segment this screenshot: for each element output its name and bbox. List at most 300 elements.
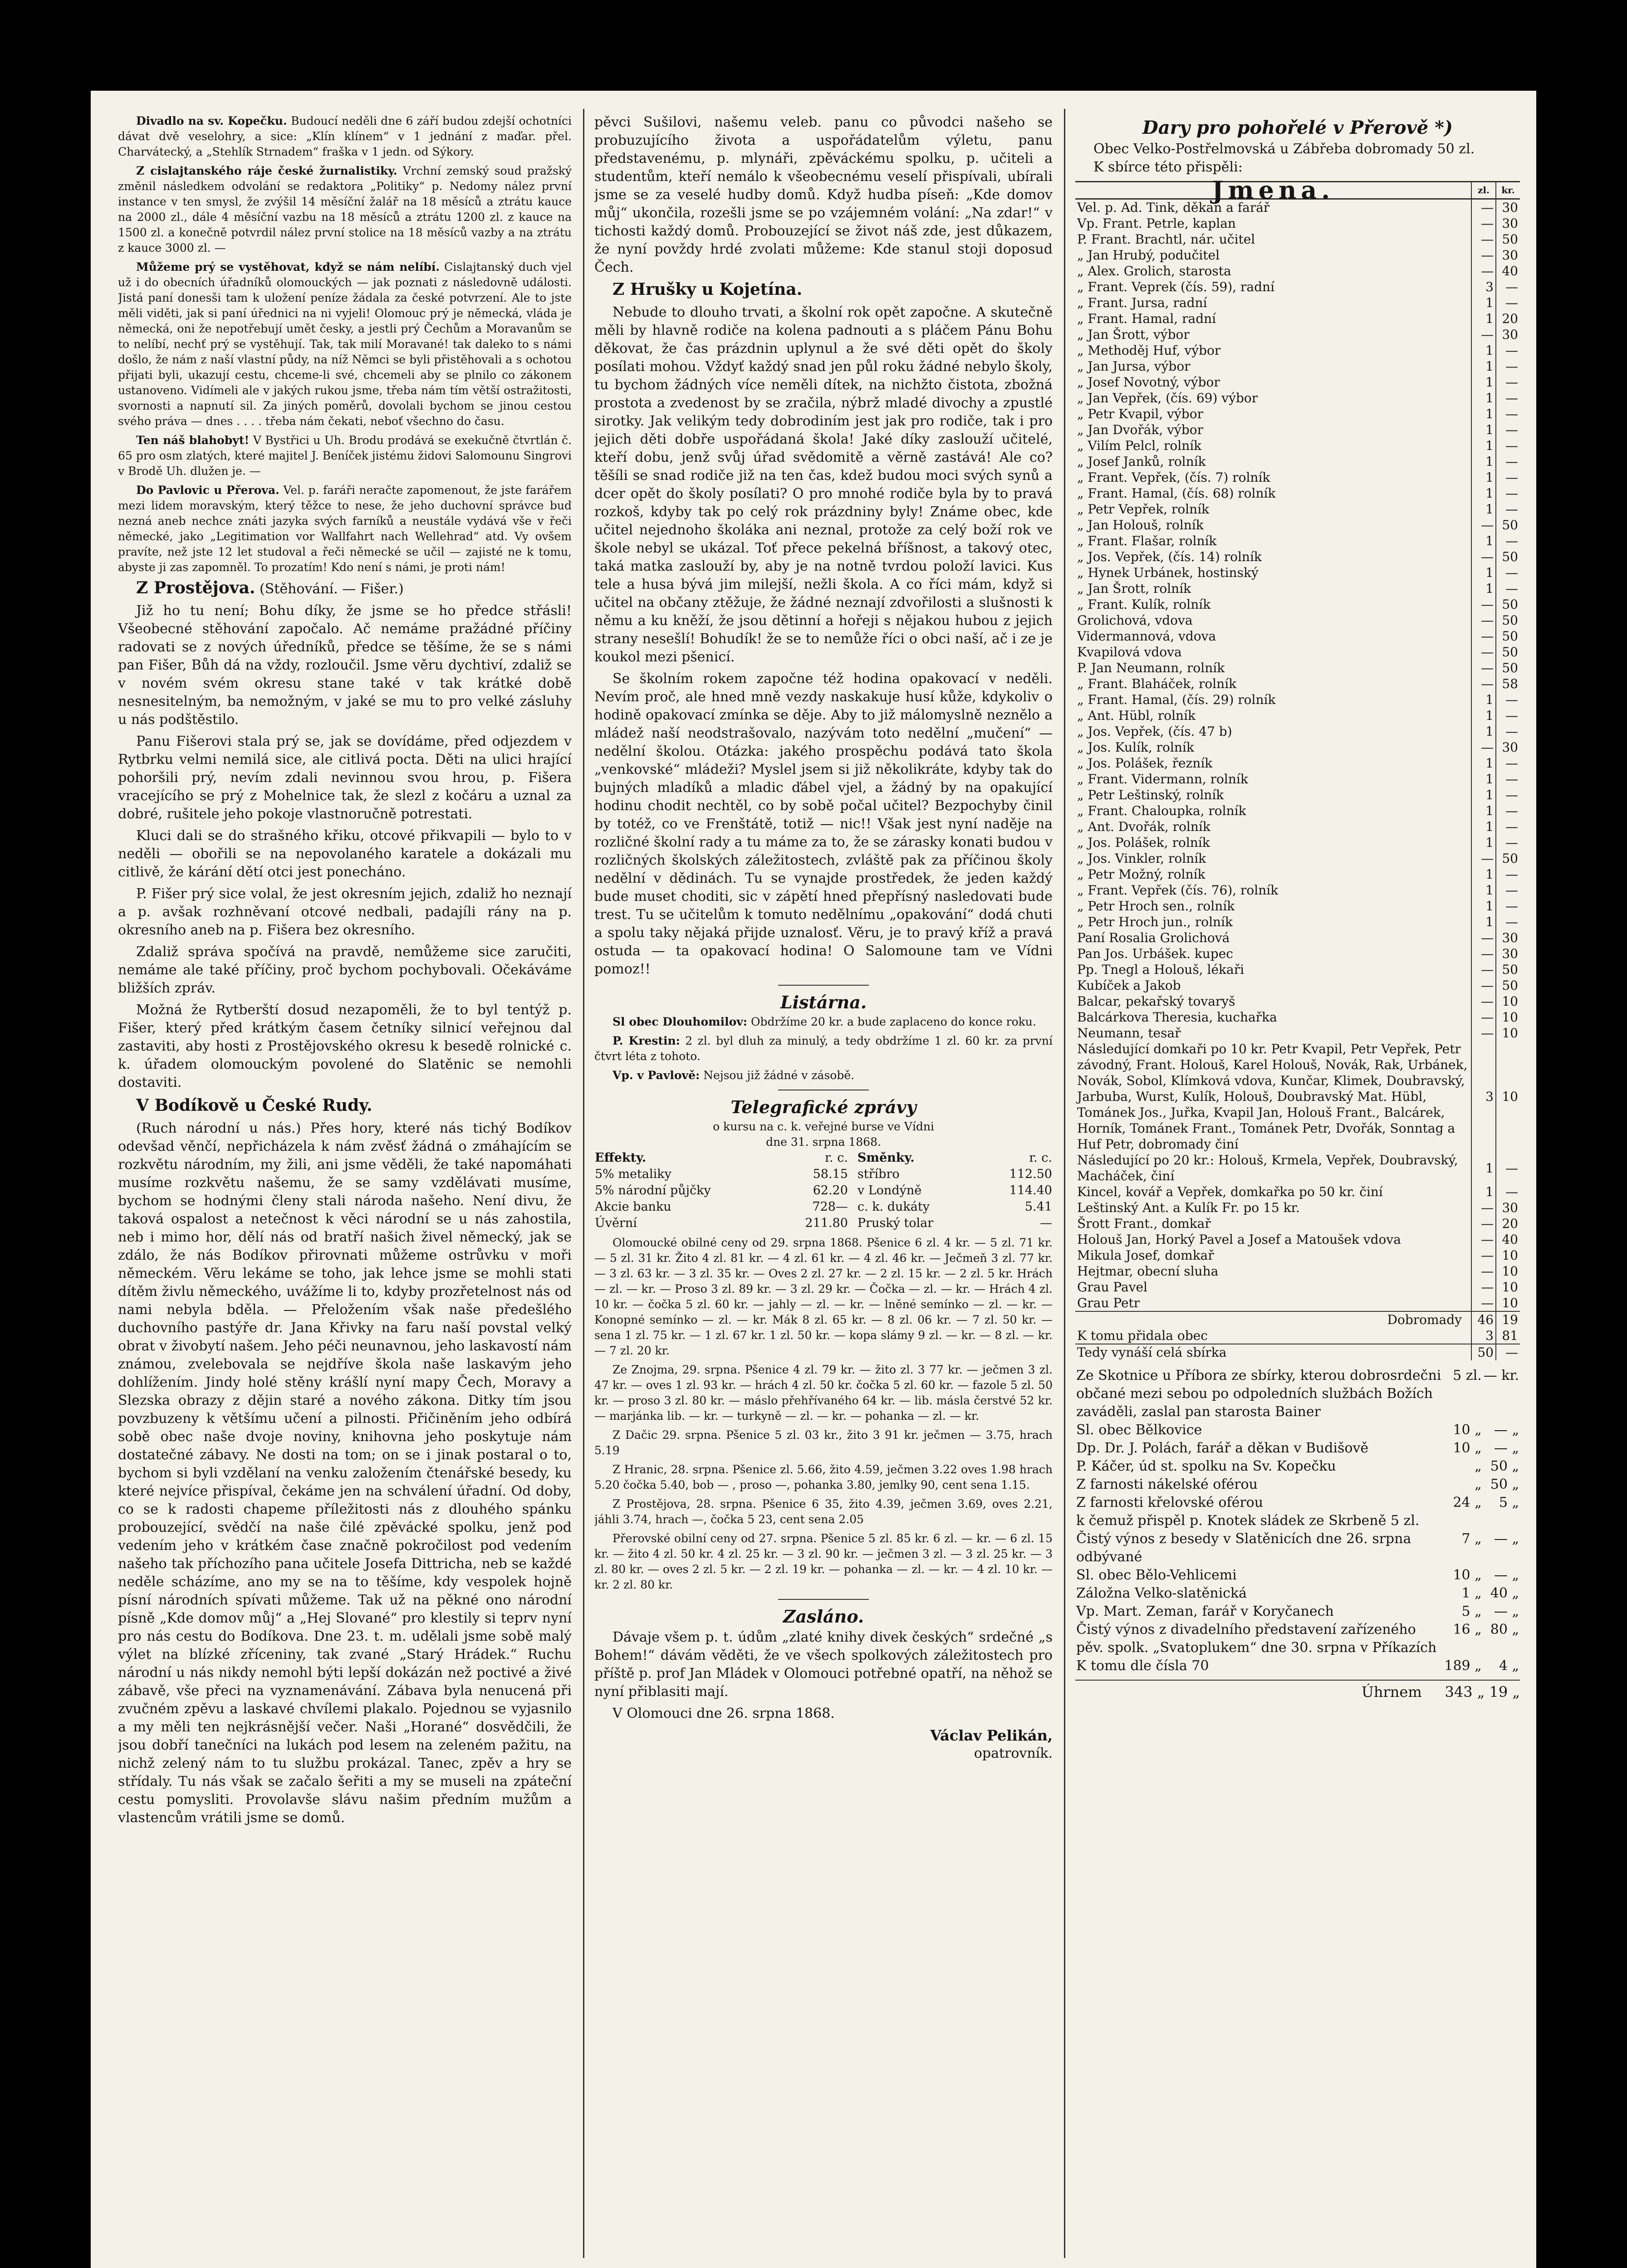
- donor-zl: —: [1471, 946, 1496, 962]
- listarna-text: 2 zl. byl dluh za minulý, a tedy obdržíme 1 zl. 60 kr. za první čtvrt léta z tohoto.: [594, 1034, 1053, 1063]
- donor-kr: —: [1496, 485, 1520, 501]
- donor-row: [1075, 1216, 1520, 1232]
- paragraph: Zdaliž správa spočívá na pravdě, nemůžeme sice zaručiti, nemáme ale také příčiny, proč bychom pochybovali. Očekáváme bližších zpráv.: [118, 944, 572, 996]
- donor-name: Následující po 20 kr.: Holouš, Krmela, Vepřek, Doubravský, Macháček, činí: [1077, 1153, 1458, 1183]
- donor-name: „ Frant. Hamal, (čís. 68) rolník: [1077, 486, 1276, 501]
- donor-name: Hejtmar, obecní sluha: [1077, 1264, 1219, 1279]
- paragraph: Nebude to dlouho trvati, a školní rok opět započne. A skutečně měli by hlavně rodiče na kolena padnouti a s pláčem Pánu Bohu děkovat, že čas prázdnin uplynul a že své děti opět do školy posílati mohou. Vždyť každý snad jen půl roku žádné nebylo školy, tu bychom žádných více neměli dítek, na nichžto čistota, zbožná prostota a zvedenost by se zračila, nýbrž mladé divochy a zpustlé sirotky. Jak velikým tedy dobrodiním jest jak pro rodiče, tak i pro jejich děti dobře uspořádaná škola! Jaké díky zaslouží učitelé, kteří dobu, jenž svůj úřad svědomitě a věrně zastává! Ale co? těšíli se snad rodiče již na ten čas, kdež budou moci svých synů a dcer opět do školy posílati? O pro mnohé rodiče byla by to pravá rozkoš, kdyby tak po celý rok prázdniny byly! Známe obec, kde učitel nejednoho školáka ani neznal, protože za celý boží rok ve škole nebyl se ukázal. Toť přece pekelná bříšnost, a takový otec, taká matka zaslouží by, aby je na notně tvrdou položí lavici. Kus tele a husa bývá jim milejší, nežli škola. A co říci mám, když si učitel na občany ztěžuje, že žádné neznají zdvořilosti a slušnosti k němu a ku kněží, že jsou dětinní a hořeji s nějakou hubou z jejich strany nesešlí! Bohudík! že se to nemůže říci o obci naší, ač i ze je koukol mezi pšenicí.: [594, 304, 1053, 665]
- gift-kr: — kr.: [1483, 1368, 1519, 1383]
- donor-zl: 3: [1471, 1041, 1496, 1152]
- prostejov-subtitle: (Stěhování. — Fišer.): [260, 581, 404, 597]
- gifts-total-value: 343 „ 19 „: [1445, 1683, 1520, 1701]
- zaslano-text: Dávaje všem p. t. údům „zlaté knihy divek českých“ srdečné „s Bohem!“ dávám věděti, že ve všech spolkových záležitostech pro příště p. prof Jan Mládek v Olomouci potřebné opatří, na něhož se nyní přiblasiti mají.: [594, 1629, 1053, 1700]
- donor-name: „ Petr Hroch jun., rolník: [1077, 914, 1233, 929]
- donor-row: [1075, 549, 1520, 565]
- donor-row: [1075, 739, 1520, 755]
- donor-kr: —: [1496, 342, 1520, 358]
- donations-contributors-label: K sbírce této přispěli:: [1093, 159, 1243, 175]
- donor-name: Následující domkaři po 10 kr. Petr Kvapil, Petr Vepřek, Petr závodný, Frant. Holouš, Karel Holouš, Novák, Rak, Urbánek, Novák, Sobol, Klímková vdova, Kunčar, Klimek, Doubravský, Jarbuba, Wurst, Kulík, Holouš, Doubravský Mat. Hübl, Tománek Jos., Juřka, Kvapil Jan, Holouš Frant., Balcárek, Horník, Tománek Frant., Tománek Petr, Dvořák, Sonntag a Huf Petr, dobromady činí: [1077, 1041, 1468, 1152]
- donor-kr: —: [1496, 406, 1520, 422]
- donor-kr: —: [1496, 755, 1520, 771]
- news-item: [118, 113, 572, 160]
- news-item-text: Vrchní zemský soud pražský změnil následkem odvolání se redaktora „Politiky“ p. Nedomy nález první instance v ten smysl, že zvýšil 14 měsíční žalář na 18 měsíců a ztrátu kauce na 2000 zl., dále 4 měsíční vazbu na 18 měsíců a ztrátu 1200 zl. z kauce na 1500 zl. a konečně potvrdil nález první stolice na 18 měsíců vazby a na ztrátu z kauce 3000 zl. —: [118, 164, 572, 254]
- fx-effect-name: 5% národní půjčky: [595, 1183, 711, 1198]
- fx-effect-value: 211.80: [805, 1216, 848, 1230]
- column-left: [118, 113, 572, 2258]
- fx-head-rc2: r. c.: [1029, 1151, 1052, 1165]
- donor-name: Grau Pavel: [1077, 1280, 1147, 1295]
- donor-row: [1075, 898, 1520, 914]
- donor-zl: —: [1471, 596, 1496, 612]
- donor-row: [1075, 612, 1520, 628]
- telegraph-subtitle: o kursu na c. k. veřejné burse ve Vídni: [713, 1120, 934, 1133]
- donor-zl: 1: [1471, 390, 1496, 406]
- donor-name: Mikula Josef, domkař: [1077, 1248, 1214, 1263]
- donor-row: [1075, 1184, 1520, 1200]
- donations-title: Dary pro pohořelé v Přerově *): [1142, 117, 1453, 138]
- donor-name: Grau Petr: [1077, 1295, 1140, 1310]
- gift-kr: 40 „: [1490, 1585, 1519, 1601]
- donor-kr: 50: [1496, 549, 1520, 565]
- donor-name: „ Jos. Kulík, rolník: [1077, 740, 1194, 755]
- news-item-title: Do Pavlovic u Přerova.: [136, 484, 279, 497]
- donor-kr: —: [1496, 454, 1520, 469]
- gift-donor: Čistý výnos z divadelního představení zařízeného pěv. spolk. „Svatoplukem“ dne 30. srpna v Příkazích: [1076, 1622, 1437, 1656]
- listarna-text: Obdržíme 20 kr. a bude zaplaceno do konce roku.: [750, 1015, 1036, 1028]
- donor-zl: —: [1471, 1295, 1496, 1311]
- donor-name: „ Frant. Blaháček, rolník: [1077, 676, 1237, 691]
- donor-zl: 1: [1471, 1184, 1496, 1200]
- market-report: Ze Znojma, 29. srpna. Pšenice 4 zl. 79 kr. — žito zl. 3 77 kr. — ječmen 3 zl. 47 kr. — oves 1 zl. 93 kr. — hrách 4 zl. 50 kr. čočka 5 zl. 60 kr. — fazole 5 zl. 50 kr. — proso 3 zl. 80 kr. — máslo přehřívaného 64 kr. — lib. másla čerstvé 52 kr. — marjánka lib. — kr. — turkyně — zl. — kr. — pohanka — zl. — kr.: [594, 1363, 1053, 1422]
- donor-zl: 1: [1471, 422, 1496, 438]
- donor-zl: —: [1471, 1200, 1496, 1216]
- donor-kr: —: [1496, 501, 1520, 517]
- gift-donor: Dp. Dr. J. Polách, farář a děkan v Budišově: [1076, 1440, 1369, 1456]
- prostejov-heading-line: [118, 579, 572, 598]
- gift-zl: 5 „: [1461, 1603, 1482, 1619]
- paragraph: Kluci dali se do strašného křiku, otcové přikvapili — bylo to v neděli — obořili se na nepovolaného karatele a dokázali mu citlivě, že kárání dětí otci jest ponecháno.: [118, 828, 572, 880]
- donor-kr: —: [1496, 1152, 1520, 1184]
- donor-table-kr-header: kr.: [1496, 182, 1520, 199]
- donor-kr: 30: [1496, 199, 1520, 216]
- donor-name: „ Petr Leštinský, rolník: [1077, 787, 1224, 802]
- donor-kr: —: [1496, 708, 1520, 723]
- donor-name: Šrott Frant., domkař: [1077, 1216, 1211, 1231]
- gift-row: [1075, 1367, 1520, 1421]
- donor-zl: —: [1471, 978, 1496, 993]
- grain-prices: [594, 1235, 1053, 1593]
- donor-zl: 1: [1471, 533, 1496, 549]
- donor-name: „ Frant. Hamal, radní: [1077, 311, 1216, 326]
- donor-zl: 1: [1471, 406, 1496, 422]
- donor-row: [1075, 835, 1520, 850]
- donor-row: [1075, 771, 1520, 787]
- donor-zl: —: [1471, 660, 1496, 676]
- gift-donor: P. Káčer, úd st. spolku na Sv. Kopečku: [1076, 1458, 1336, 1474]
- donor-row: [1075, 755, 1520, 771]
- donor-row: [1075, 978, 1520, 993]
- news-item-text: V Bystřici u Uh. Brodu prodává se exekučně čtvrtlán č. 65 pro osm zlatých, které majitel J. Beníček jistému židovi Salomounu Singrovi v Brodě Uh. dlužen je. —: [118, 434, 572, 478]
- donor-zl: 1: [1471, 692, 1496, 708]
- donor-kr: —: [1496, 803, 1520, 819]
- donor-row: [1075, 327, 1520, 342]
- donor-zl: —: [1471, 263, 1496, 279]
- paragraph: (Ruch národní u nás.) Přes hory, které nás tichý Bodíkov odevšad věnčí, nepřicházela k nám zvěsť žádná o zmáhajícím se rozkvětu národním, my žili, ani jsme věděli, že také napomáhati musíme rozkvětu našemu, že se samy vzdělávati musíme, bychom se hodnými členy stali národa našeho. Není divu, že taková ospalost a netečnost k věci národní se u nás zahostila, neb i mimo hor, dělí nás od bratří našich živel německý, jak se zdálo, že nás Bodíkov přirovnati můžeme ostrůvku v moři německém. Věru lekáme se toho, jak lehce jsme se mohli stati dítěm živlu německého, uvážíme li to, kdyby prozřetelnost nás od nami nebyla bděla. — Přeložením však naše předešlého duchovního pastýře dr. Jana Křivky na faru naší povstal velký obrat v živobytí našem. Jeho péči neunavnou, jeho laskavostí nám známou, zvelebovala se nejdříve škola naše laskavým jeho dohlížením. Jindy holé stěny krášlí nyní mapy Čech, Moravy a Slezska obrazy z dějin staré a nového zákona. Ditky tím jsou povzbuzeny k většímu učení a pilnosti. Přičiněním jeho odbírá sobě obec naše dvoje noviny, knihovna jeho poskytuje nám dostatečné zábavy. Ne dosti na tom; on se i jinak postaral o to, bychom si byli vzdělaní na venku založením čtenářské besedy, ku které nejvíce přispíval, čekáme jen na schválení úřadní. Od doby, co se k radosti chapeme příležitosti nás z dlouhého spánku probouzející, svědčí na naše čilé zpěvácké spolku, jenž pod vedením jeho v krátkém čase značně pokročilost pod vedením našeho tak příchozího pana učitele Josefa Dittricha, neb se každé neděle scházíme, ano my se na to těšíme, kdy vespolek hojně písní národních spívati můžeme. Tak už na pěkné ono národní písně „Kde domov můj“ a „Hej Slované“ pro klestily si teprv nyní pro nás cestu do Bodíkova. Dne 23. t. m. udělali jsme sobě malý výlet na blízké zříceniny, tak zvané „Starý Hrádek.“ Ruchu národní u nás nikdy nemohl býti lepší dokázán než poctivé a živé zábavě, vše přeci na vyznamenávání. Zábava byla nenucená při zvučném zpěvu a laskavé chvílemi plakalo. Pojednou se vyjasnilo a my měli ten nejkrásnější večer. Naši „Horané“ dosvědčili, že jsou dobří tanečníci na lukách pod lesem na zeleném pažitu, na nichž zelený nám to tu službu prokázal. Tanec, zpěv a hry se střídaly. Tu nás však se začalo šeřiti a my se museli na zpáteční cestu pomysliti. Provolavše slávu našim předním mužům a vlastencům vrátili jsme se domů.: [118, 1120, 572, 1826]
- donor-row: [1075, 215, 1520, 231]
- donor-zl: 1: [1471, 485, 1496, 501]
- news-item: [118, 483, 572, 575]
- donor-kr: 50: [1496, 962, 1520, 978]
- donor-row: [1075, 390, 1520, 406]
- exchange-table: [594, 1150, 1053, 1232]
- fx-head-effekty: Effekty.: [595, 1151, 647, 1165]
- news-item-title: Ten náš blahobyt!: [136, 434, 250, 447]
- fx-row: [594, 1183, 1053, 1199]
- donor-kr: —: [1496, 581, 1520, 596]
- zaslano-role: opatrovník.: [974, 1745, 1053, 1761]
- hruska-heading-line: [594, 280, 1053, 300]
- donor-kr: —: [1496, 469, 1520, 485]
- donor-zl: 1: [1471, 708, 1496, 723]
- gift-zl: 1 „: [1461, 1585, 1482, 1601]
- donor-row: [1075, 787, 1520, 803]
- donor-row: [1075, 1232, 1520, 1247]
- donor-kr: 30: [1496, 327, 1520, 342]
- donor-name: „ Frant. Vepřek (čís. 76), rolník: [1077, 883, 1279, 898]
- donor-zl: —: [1471, 517, 1496, 533]
- gift-row: [1075, 1603, 1520, 1621]
- donor-kr: —: [1496, 692, 1520, 708]
- donor-kr: 50: [1496, 596, 1520, 612]
- donor-zl: 1: [1471, 469, 1496, 485]
- donor-name: „ Jan Vepřek, (čís. 69) výbor: [1077, 391, 1258, 406]
- donor-sum-kr: 19: [1496, 1311, 1520, 1328]
- donor-row: [1075, 866, 1520, 882]
- donor-row: [1075, 247, 1520, 263]
- donor-zl: 3: [1471, 279, 1496, 295]
- donor-row: [1075, 438, 1520, 454]
- donor-name: Kvapilová vdova: [1077, 645, 1182, 660]
- donor-kr: 10: [1496, 1279, 1520, 1295]
- donor-row: [1075, 454, 1520, 469]
- gift-zl: 5 zl.: [1453, 1368, 1482, 1383]
- gift-donor: Vp. Mart. Zeman, farář v Koryčanech: [1076, 1603, 1334, 1619]
- donor-row: [1075, 628, 1520, 644]
- donor-zl: 1: [1471, 898, 1496, 914]
- donor-row: [1075, 946, 1520, 962]
- donor-row: [1075, 422, 1520, 438]
- donor-kr: 58: [1496, 676, 1520, 692]
- donor-kr: 30: [1496, 247, 1520, 263]
- gift-donor: Sl. obec Bělo-Vehlicemi: [1076, 1567, 1237, 1583]
- donor-name: Vidermannová, vdova: [1077, 629, 1216, 644]
- news-item-text: Cislajtanský duch vjel už i do obecních úřadníků olomouckých — jak poznati z následovně události. Jistá paní donesši tam k uložení peníze žádala za české potvrzení. Ale to jste měli viděti, jak si paní úřednici na ni vyjeli! Olomouc prý je německá, vláda je německá, oni že nepotřebují umět česky, a jestli prý Čechům a Moravanům se to nelíbí, nechť prý se vystěhují. Tak, tak milí Moravané! tak daleko to s námi došlo, že nám z naší vlastní půdy, na níž Němci se byli přistěhovali a s ochotou přijati byli, ukazují cestu, chceme-li své, chcemeli aby se plnilo co zákonem ustanoveno. Vidímeli ale v jakých rukou jsme, třeba nám tím větší ostražitosti, svornosti a napnutí sil. Za jiných poměrů, dovolali bychom se jinou cestou svého práva — dnes . . . . třeba nám čekati, neboť všechno do času.: [118, 260, 572, 428]
- donor-row: [1075, 295, 1520, 311]
- fx-exchange-value: 114.40: [1009, 1183, 1052, 1198]
- zaslano-heading: Zasláno.: [783, 1606, 864, 1627]
- donor-zl: 1: [1471, 358, 1496, 374]
- gift-row: [1075, 1621, 1520, 1657]
- gift-donor: Čistý výnos z besedy v Slatěnicích dne 26. srpna odbývané: [1076, 1531, 1411, 1565]
- donor-zl: 1: [1471, 882, 1496, 898]
- donor-zl: —: [1471, 1025, 1496, 1041]
- donor-name: „ Jan Dvořák, výbor: [1077, 422, 1204, 437]
- donor-row: [1075, 517, 1520, 533]
- donor-kr: 40: [1496, 263, 1520, 279]
- donor-zl: —: [1471, 1279, 1496, 1295]
- news-item: [118, 433, 572, 479]
- gift-kr: — „: [1494, 1603, 1519, 1619]
- donor-name: Kincel, kovář a Vepřek, domkařka po 50 kr. činí: [1077, 1184, 1383, 1199]
- paragraph: pěvci Sušilovi, našemu veleb. panu co původci našeho se probuzujícího života a uspořádatelům výletu, panu představenému, p. mlynáři, zpěváckému spolku, p. učiteli a studentům, kteří nemálo k všeobecnému veselí přispívali, ubírali jsme se za veselé hudby domů. Když hudba píseň: „Kde domov můj“ ukončila, rozešli jsme se po vzájemném volání: „Na zdar!“ v tichosti každý domů. Probouzející se život náš zde, jest důkazem, že nyní povždy hrdé zvolati můžeme: Kde stanul stoji doposud Čech.: [594, 114, 1053, 275]
- market-report: Z Dačic 29. srpna. Pšenice 5 zl. 03 kr., žito 3 91 kr. ječmen — 3.75, hrach 5.19: [594, 1428, 1053, 1457]
- gift-kr: [1483, 1512, 1520, 1530]
- donor-row: [1075, 1025, 1520, 1041]
- donor-kr: —: [1496, 279, 1520, 295]
- donor-row: [1075, 1279, 1520, 1295]
- donor-name: „ Jan Jursa, výbor: [1077, 359, 1191, 374]
- gift-kr: — „: [1494, 1531, 1519, 1547]
- gift-zl: 10 „: [1453, 1440, 1482, 1456]
- total-label: Tedy vynáší celá sbírka: [1075, 1344, 1471, 1360]
- market-report: Z Hranic, 28. srpna. Pšenice zl. 5.66, žito 4.59, ječmen 3.22 oves 1.98 hrach 5.20 čočka 5.40, bob — , proso —, pohanka 3.80, jemlky 90, cent sena 1.15.: [594, 1463, 1053, 1491]
- gifts-total: [1075, 1680, 1520, 1701]
- fx-effect-name: Úvěrní: [595, 1216, 637, 1230]
- gift-kr: 4 „: [1499, 1658, 1519, 1674]
- paragraph: Panu Fišerovi stala prý se, jak se dovídáme, před odjezdem v Rytbrku velmi nemilá sice, ale citlivá pocta. Děti na ulici hrající pohoršili prý, nevím zdali nevinnou svou hrou, p. Fišera vracejícího se prý z Mohelnice tak, že slezl z kočáru a uznal za dobré, rušitele jeho pokoje vlastnoručně potrestati.: [118, 733, 572, 822]
- donor-zl: 1: [1471, 771, 1496, 787]
- donor-zl: 1: [1471, 581, 1496, 596]
- column-right: [1075, 113, 1520, 2258]
- fx-effect-value: 62.20: [813, 1183, 848, 1198]
- donor-row: [1075, 930, 1520, 946]
- donor-kr: —: [1496, 882, 1520, 898]
- fx-effect-name: Akcie banku: [595, 1200, 671, 1214]
- listarna-item: [594, 1014, 1053, 1030]
- donor-zl: —: [1471, 247, 1496, 263]
- news-item-text: Budoucí neděli dne 6 září budou zdejší ochotníci dávat dvě veselohry, a sice: „Klín klínem“ v 1 jednání z maďar. přel. Charvátecký, a „Stehlík Strnadem“ fraška v 1 jedn. od Sýkory.: [118, 114, 572, 158]
- donor-zl: 1: [1471, 1152, 1496, 1184]
- donor-row: [1075, 914, 1520, 930]
- donor-zl: —: [1471, 930, 1496, 946]
- fx-row: [594, 1215, 1053, 1232]
- donor-zl: 1: [1471, 311, 1496, 327]
- donor-row: [1075, 311, 1520, 327]
- gift-row: [1075, 1439, 1520, 1457]
- donor-kr: —: [1496, 787, 1520, 803]
- donor-kr: 50: [1496, 517, 1520, 533]
- gift-kr: — „: [1494, 1440, 1519, 1456]
- donor-name: „ Frant. Vidermann, rolník: [1077, 772, 1248, 787]
- gift-row: [1075, 1421, 1520, 1439]
- news-item-title: Divadlo na sv. Kopečku.: [136, 114, 287, 127]
- donor-row: [1075, 819, 1520, 835]
- donor-table-header: Jmena.: [1075, 182, 1471, 199]
- donor-kr: 10: [1496, 1247, 1520, 1263]
- fx-effect-value: 728—: [812, 1200, 848, 1214]
- gift-donor: Z farnosti nákelské oférou: [1076, 1476, 1258, 1492]
- donor-row: [1075, 342, 1520, 358]
- donor-kr: 50: [1496, 850, 1520, 866]
- donor-name: P. Frant. Brachtl, nár. učitel: [1077, 232, 1255, 247]
- donor-name: „ Frant. Veprek (čís. 59), radní: [1077, 279, 1275, 294]
- separator: [778, 985, 869, 986]
- donor-name: „ Jos. Vinkler, rolník: [1077, 851, 1206, 866]
- gift-row: [1075, 1657, 1520, 1675]
- fx-row: [594, 1166, 1053, 1183]
- donor-kr: —: [1496, 438, 1520, 454]
- bodikov-continuation: [594, 113, 1053, 277]
- donor-row: [1075, 565, 1520, 581]
- donor-row: [1075, 501, 1520, 517]
- donor-row: [1075, 882, 1520, 898]
- donor-name: Pan Jos. Urbášek. kupec: [1077, 946, 1233, 961]
- donor-kr: 30: [1496, 739, 1520, 755]
- donor-zl: 1: [1471, 438, 1496, 454]
- donor-kr: 10: [1496, 1041, 1520, 1152]
- fx-exchange-name: stříbro: [857, 1167, 900, 1181]
- donor-row: [1075, 406, 1520, 422]
- gift-row: [1075, 1476, 1520, 1494]
- paragraph: P. Fišer prý sice volal, že jest okresním jejich, zdaliž ho neznají a p. avšak rozhněvaní otcové nedbali, padajíli rány na p. okresního aneb na p. Fišera bez okresního.: [118, 886, 572, 938]
- donor-kr: —: [1496, 533, 1520, 549]
- donor-kr: —: [1496, 295, 1520, 311]
- newspaper-page: [91, 91, 1536, 2268]
- donor-zl: 1: [1471, 819, 1496, 835]
- donor-row: [1075, 660, 1520, 676]
- fx-row: [594, 1199, 1053, 1215]
- market-report: Olomoucké obilné ceny od 29. srpna 1868. Pšenice 6 zl. 4 kr. — 5 zl. 71 kr. — 5 zl. 31 kr. Žito 4 zl. 81 kr. — 4 zl. 61 kr. — 4 zl. 46 kr. — Ječmeň 3 zl. 77 kr. — 3 zl. 63 kr. — 3 zl. 35 kr. — Oves 2 zl. 27 kr. — 2 zl. 15 kr. — 2 zl. 5 kr. Hrách — zl. — kr. — Proso 3 zl. 89 kr. — 3 zl. 29 kr. — Čočka — zl. — kr. — Hrách 4 zl. 10 kr. — čočka 5 zl. 60 kr. — jahly — zl. — kr. — lněné semínko — zl. — kr. — Konopné semínko — zl. — kr. Mák 8 zl. 65 kr. — 8 zl. 06 kr. — 7 zl. 50 kr. — sena 1 zl. 75 kr. — 1 zl. 67 kr. 1 zl. 50 kr. — kopa slámy 9 zl. — kr. — 8 zl. — kr. — 7 zl. 20 kr.: [594, 1236, 1053, 1357]
- fx-exchange-name: c. k. dukáty: [857, 1200, 930, 1214]
- market-report: Z Prostějova, 28. srpna. Pšenice 6 35, žito 4.39, ječmen 3.69, oves 2.21, jáhli 3.74, hrach —, čočka 5 23, cent sena 2.05: [594, 1497, 1053, 1526]
- fx-exchange-value: 112.50: [1009, 1167, 1052, 1181]
- donor-sum-zl: 46: [1471, 1311, 1496, 1328]
- donor-name: Vel. p. Ad. Tink, děkan a farář: [1077, 200, 1270, 215]
- gift-zl: 10 „: [1453, 1567, 1482, 1583]
- donor-row: [1075, 692, 1520, 708]
- donor-name: Neumann, tesař: [1077, 1026, 1181, 1041]
- zaslano-signature: Václav Pelikán,: [930, 1727, 1053, 1744]
- donor-name: „ Frant. Kulík, rolník: [1077, 597, 1211, 612]
- gift-zl: „: [1475, 1476, 1482, 1492]
- donor-kr: —: [1496, 565, 1520, 581]
- column-divider: [583, 109, 584, 2258]
- fx-head-smenky: Směnky.: [857, 1151, 915, 1165]
- donor-zl: —: [1471, 199, 1496, 216]
- donor-zl: —: [1471, 1009, 1496, 1025]
- donor-name: „ Vilím Pelcl, rolník: [1077, 438, 1202, 453]
- donor-name: „ Petr Vepřek, rolník: [1077, 502, 1210, 517]
- donor-zl: —: [1471, 549, 1496, 565]
- donor-name: Kubíček a Jakob: [1077, 978, 1181, 993]
- donor-kr: —: [1496, 819, 1520, 835]
- donor-row: [1075, 1263, 1520, 1279]
- donor-row: [1075, 231, 1520, 247]
- donor-zl: —: [1471, 1216, 1496, 1232]
- donor-zl: 1: [1471, 723, 1496, 739]
- donor-row: [1075, 1200, 1520, 1216]
- donor-kr: 50: [1496, 628, 1520, 644]
- paragraph: Již ho tu není; Bohu díky, že jsme se ho předce střásli! Všeobecné stěhování započalo. Ač nemáme pražádné příčiny radovati se z nových úředníků, předce se těšíme, že se s námi pan Fišer, Bůh dá na vždy, rozloučil. Jsme věru dychtiví, zdaliž se v novém svém okresu stane také v tak krátké době nesnesitelným, ba nemožným, v jaké se mu to pro velké zásluhy u nás podštěstilo.: [118, 603, 572, 728]
- donor-zl: 1: [1471, 803, 1496, 819]
- news-item-title: Z cislajtanského ráje české žurnalistiky.: [136, 164, 397, 177]
- fx-effect-value: 58.15: [813, 1167, 848, 1181]
- donor-row: [1075, 596, 1520, 612]
- donor-kr: 10: [1496, 1263, 1520, 1279]
- donor-name: „ Jan Hrubý, podučitel: [1077, 248, 1220, 263]
- donor-name: „ Methoděj Huf, výbor: [1077, 343, 1221, 358]
- gift-donor: k čemuž přispěl p. Knotek sládek ze Skrbeně 5 zl.: [1076, 1513, 1420, 1529]
- donor-name: „ Jos. Vepřek, (čís. 47 b): [1077, 724, 1232, 739]
- donor-row: [1075, 374, 1520, 390]
- listarna-recipient: Sl obec Dlouhomilov:: [613, 1015, 747, 1028]
- donor-zl: —: [1471, 628, 1496, 644]
- market-report: Přerovské obilní ceny od 27. srpna. Pšenice 5 zl. 85 kr. 6 zl. — kr. — 6 zl. 15 kr. — žito 4 zl. 50 kr. 4 zl. 25 kr. — 3 zl. 90 kr. — ječmen 3 zl. — 3 zl. 25 kr. — 3 zl. 80 kr. — oves 2 zl. 5 kr. — 2 zl. 19 kr. — pohanka — zl. — kr. — 4 zl. 10 kr. — kr. 2 zl. 80 kr.: [594, 1532, 1053, 1591]
- listarna-heading: Listárna.: [780, 992, 867, 1012]
- donor-row: [1075, 676, 1520, 692]
- donor-name: Leštinský Ant. a Kulík Fr. po 15 kr.: [1077, 1200, 1300, 1215]
- gifts-table: [1075, 1367, 1520, 1675]
- bodikov-title: V Bodíkově u České Rudy.: [136, 1096, 372, 1115]
- listarna-item: [594, 1033, 1053, 1064]
- donor-table-zl-header: zl.: [1471, 182, 1496, 199]
- listarna-recipient: P. Krestin:: [613, 1034, 680, 1047]
- donor-kr: —: [1496, 866, 1520, 882]
- zaslano-place-date: V Olomouci dne 26. srpna 1868.: [613, 1706, 835, 1721]
- donor-table: [1075, 176, 1520, 1360]
- gift-row: [1075, 1566, 1520, 1584]
- hruska-title: Z Hrušky u Kojetína.: [613, 280, 803, 299]
- column-divider: [1064, 109, 1065, 2258]
- donor-zl: 1: [1471, 374, 1496, 390]
- donor-name: „ Frant. Chaloupka, rolník: [1077, 803, 1246, 818]
- donations-subtitle: Obec Velko-Postřelmovská u Zábřeba dobromady 50 zl.: [1093, 141, 1475, 157]
- donor-row: [1075, 803, 1520, 819]
- gift-kr: — „: [1494, 1567, 1519, 1583]
- donor-zl: 1: [1471, 755, 1496, 771]
- donor-name: „ Frant. Vepřek, (čís. 7) rolník: [1077, 470, 1270, 485]
- donor-kr: 30: [1496, 215, 1520, 231]
- fx-exchange-name: v Londýně: [857, 1183, 922, 1198]
- donor-zl: 1: [1471, 866, 1496, 882]
- donor-zl: 1: [1471, 835, 1496, 850]
- total-zl: 50: [1471, 1344, 1496, 1360]
- gift-donor: Z farnosti křelovské oférou: [1076, 1495, 1264, 1510]
- gift-kr: 50 „: [1490, 1476, 1519, 1492]
- donor-name: „ Ant. Hübl, rolník: [1077, 708, 1196, 723]
- donor-zl: —: [1471, 1263, 1496, 1279]
- gift-donor: Ze Skotnice u Příbora ze sbírky, kterou dobrosrdečni občané mezi sebou po odpoledních službách Božích zaváděli, zaslal pan starosta Bainer: [1076, 1368, 1441, 1420]
- gift-row: [1075, 1530, 1520, 1566]
- donor-name: Pp. Tnegl a Holouš, lékaři: [1077, 962, 1245, 977]
- short-news: [118, 113, 572, 575]
- obec-zl: 3: [1471, 1328, 1496, 1344]
- donor-name: „ Jos. Polášek, řezník: [1077, 756, 1213, 771]
- obec-kr: 81: [1496, 1328, 1520, 1344]
- donor-row: [1075, 723, 1520, 739]
- total-kr: —: [1496, 1344, 1520, 1360]
- donor-zl: —: [1471, 993, 1496, 1009]
- donor-kr: —: [1496, 390, 1520, 406]
- gift-donor: Sl. obec Bělkovice: [1076, 1422, 1202, 1438]
- donor-name: „ Josef Novotný, výbor: [1077, 375, 1220, 390]
- donor-kr: 10: [1496, 1009, 1520, 1025]
- paragraph: Možná že Rytberští dosud nezapoměli, že to byl tentýž p. Fišer, který před krátkým časem četníky silnicí veřejnou dal zastaviti, aby hosti z Prostějovského okresu k besedě rolnické c. k. úřadem olomouckým povolené do Slatěnic se nemohli dostaviti.: [118, 1002, 572, 1090]
- donor-kr: 30: [1496, 946, 1520, 962]
- donor-kr: —: [1496, 723, 1520, 739]
- gift-zl: 10 „: [1453, 1422, 1482, 1438]
- donor-row: [1075, 644, 1520, 660]
